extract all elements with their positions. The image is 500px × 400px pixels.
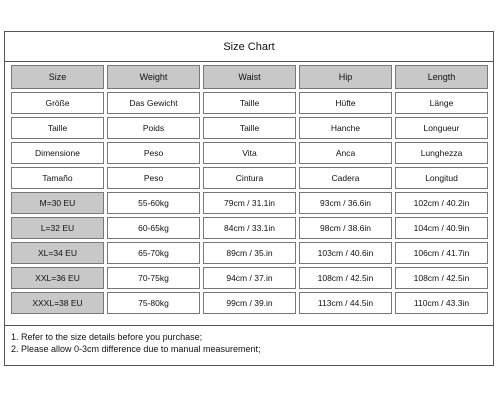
col-length-header: Length <box>395 65 488 89</box>
length-cell: 104cm / 40.9in <box>395 217 488 239</box>
waist-cell: 99cm / 39.in <box>203 292 296 314</box>
table-cell: Longitud <box>395 167 488 189</box>
size-row-xxl <box>11 267 488 289</box>
chart-title: Size Chart <box>5 32 493 62</box>
translation-row-german <box>11 92 488 114</box>
table-cell: Taille <box>203 117 296 139</box>
table-cell: Peso <box>107 167 200 189</box>
col-size-header: Size <box>11 65 104 89</box>
col-waist-header: Waist <box>203 65 296 89</box>
size-row-l <box>11 217 488 239</box>
table-cell: Taille <box>11 117 104 139</box>
size-label-cell: XL=34 EU <box>11 242 104 264</box>
weight-cell: 75-80kg <box>107 292 200 314</box>
table-cell: Taille <box>203 92 296 114</box>
hip-cell: 103cm / 40.6in <box>299 242 392 264</box>
translation-row-italian <box>11 142 488 164</box>
hip-cell: 113cm / 44.5in <box>299 292 392 314</box>
table-cell: Anca <box>299 142 392 164</box>
hip-cell: 98cm / 38.6in <box>299 217 392 239</box>
notes-section <box>5 325 493 365</box>
waist-cell: 94cm / 37.in <box>203 267 296 289</box>
length-cell: 108cm / 42.5in <box>395 267 488 289</box>
size-label-cell: XXL=36 EU <box>11 267 104 289</box>
table-cell: Tamaño <box>11 167 104 189</box>
weight-cell: 60-65kg <box>107 217 200 239</box>
translation-row-spanish <box>11 167 488 189</box>
table-cell: Das Gewicht <box>107 92 200 114</box>
table-cell: Vita <box>203 142 296 164</box>
waist-cell: 84cm / 33.1in <box>203 217 296 239</box>
table-cell: Cadera <box>299 167 392 189</box>
table-cell: Cintura <box>203 167 296 189</box>
table-cell: Poids <box>107 117 200 139</box>
note-line: 2. Please allow 0-3cm difference due to manual measurement; <box>11 344 261 354</box>
table-cell: Hanche <box>299 117 392 139</box>
length-cell: 106cm / 41.7in <box>395 242 488 264</box>
waist-cell: 89cm / 35.in <box>203 242 296 264</box>
size-row-xxxl <box>11 292 488 314</box>
size-chart <box>4 31 494 366</box>
size-label-cell: XXXL=38 EU <box>11 292 104 314</box>
translation-row-french <box>11 117 488 139</box>
weight-cell: 65-70kg <box>107 242 200 264</box>
col-weight-header: Weight <box>107 65 200 89</box>
size-label-cell: L=32 EU <box>11 217 104 239</box>
table-cell: Hüfte <box>299 92 392 114</box>
col-hip-header: Hip <box>299 65 392 89</box>
note-line: 1. Refer to the size details before you purchase; <box>11 332 203 342</box>
table-cell: Größe <box>11 92 104 114</box>
weight-cell: 55-60kg <box>107 192 200 214</box>
size-row-m <box>11 192 488 214</box>
hip-cell: 108cm / 42.5in <box>299 267 392 289</box>
length-cell: 102cm / 40.2in <box>395 192 488 214</box>
size-table <box>8 62 491 317</box>
waist-cell: 79cm / 31.1in <box>203 192 296 214</box>
table-cell: Longueur <box>395 117 488 139</box>
size-row-xl <box>11 242 488 264</box>
length-cell: 110cm / 43.3in <box>395 292 488 314</box>
table-cell: Länge <box>395 92 488 114</box>
table-cell: Peso <box>107 142 200 164</box>
table-cell: Lunghezza <box>395 142 488 164</box>
weight-cell: 70-75kg <box>107 267 200 289</box>
hip-cell: 93cm / 36.6in <box>299 192 392 214</box>
size-label-cell: M=30 EU <box>11 192 104 214</box>
table-cell: Dimensione <box>11 142 104 164</box>
header-row <box>11 65 488 89</box>
